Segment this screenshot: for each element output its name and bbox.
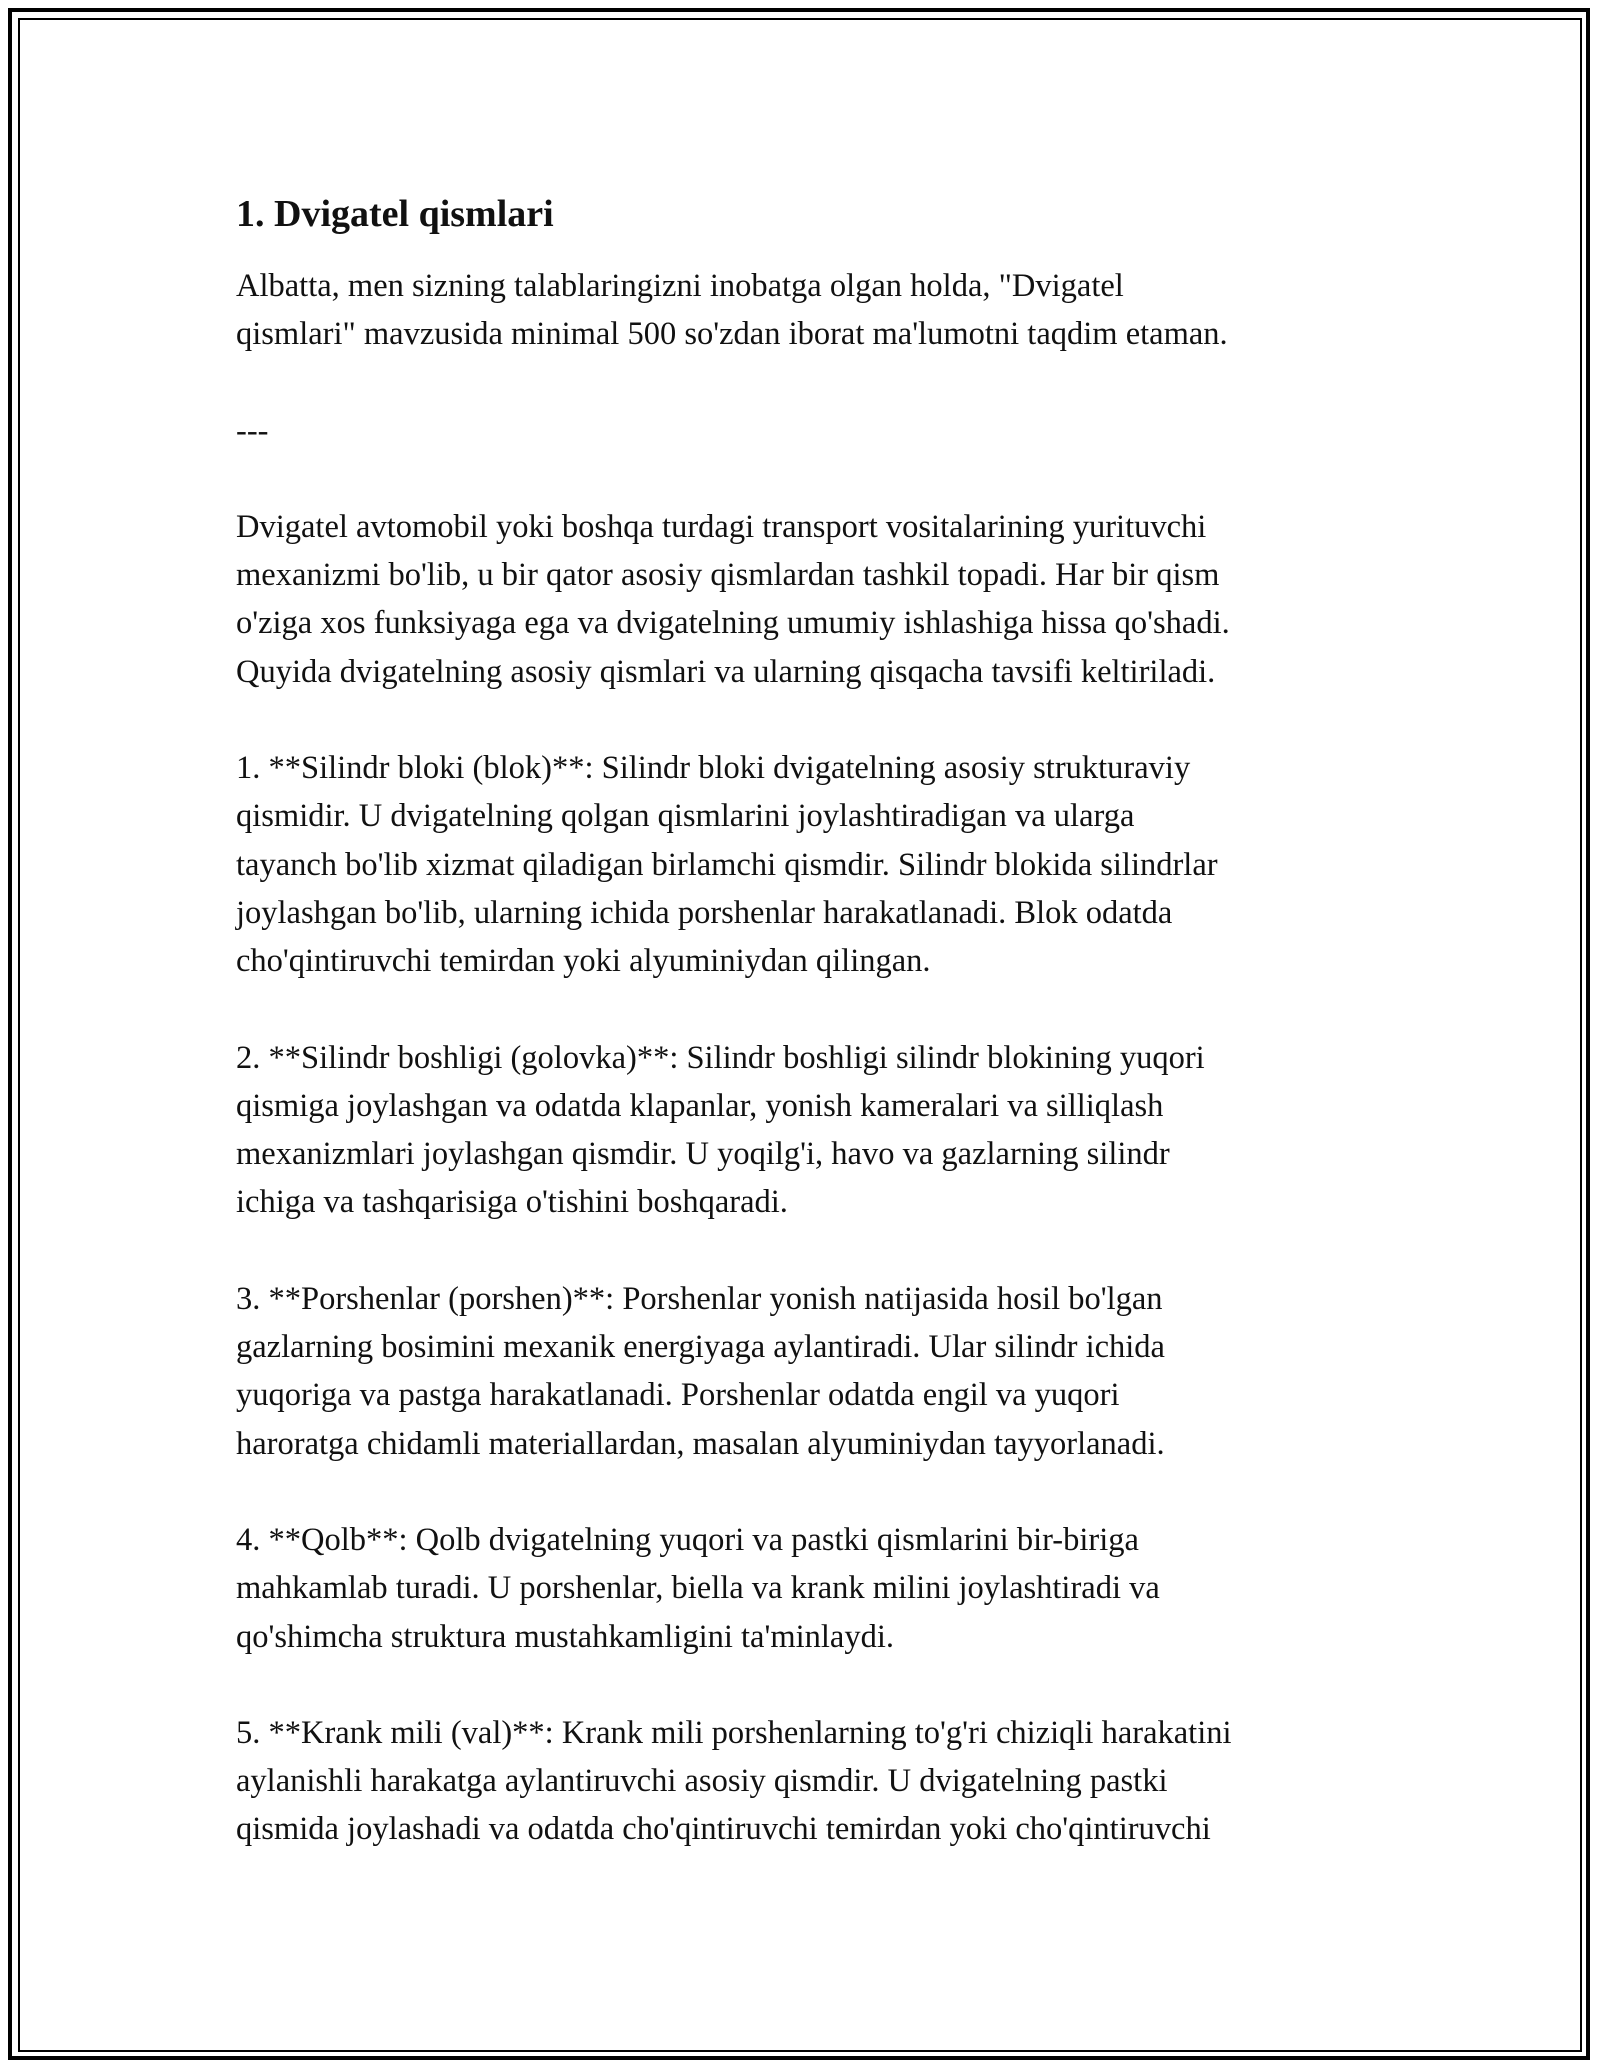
text-line: 4. **Qolb**: Qolb dvigatelning yuqori va pastki qismlarini bir-biriga [236,1521,1139,1558]
text-line: 3. **Porshenlar (porshen)**: Porshenlar yonish natijasida hosil bo'lgan [236,1280,1163,1317]
text-line: haroratga chidamli materiallardan, masalan alyuminiydan tayyorlanadi. [236,1425,1165,1462]
text-line: 2. **Silindr boshligi (golovka)**: Silindr boshligi silindr blokining yuqori [236,1039,1205,1076]
document-body [236,186,1366,1902]
text-line: 5. **Krank mili (val)**: Krank mili porshenlarning to'g'ri chiziqli harakatini [236,1714,1232,1751]
text-line: qismiga joylashgan va odatda klapanlar, yonish kameralari va silliqlash [236,1087,1164,1124]
text-line: qismida joylashadi va odatda cho'qintiruvchi temirdan yoki cho'qintiruvchi [236,1811,1211,1848]
text-line: yuqoriga va pastga harakatlanadi. Porshenlar odatda engil va yuqori [236,1377,1120,1414]
list-item-krank-mili [236,1709,1366,1854]
list-item-silindr-bloki [236,744,1366,985]
intro-paragraph [236,262,1366,359]
text-line: qismidir. U dvigatelning qolgan qismlarini joylashtiradigan va ularga [236,798,1135,835]
text-line: Dvigatel avtomobil yoki boshqa turdagi transport vositalarining yurituvchi [236,508,1207,545]
text-line: Albatta, men sizning talablaringizni inobatga olgan holda, "Dvigatel [236,268,1124,304]
separator-paragraph [236,407,1366,455]
text-line: joylashgan bo'lib, ularning ichida porshenlar harakatlanadi. Blok odatda [236,894,1173,931]
overview-paragraph [236,503,1366,696]
text-line: o'ziga xos funksiyaga ega va dvigatelning umumiy ishlashiga hissa qo'shadi. [236,605,1230,642]
text-line: Quyida dvigatelning asosiy qismlari va ularning qisqacha tavsifi keltiriladi. [236,653,1216,690]
text-line: mahkamlab turadi. U porshenlar, biella va krank milini joylashtiradi va [236,1570,1160,1607]
text-line: qismlari" mavzusida minimal 500 so'zdan iborat ma'lumotni taqdim etaman. [236,316,1228,353]
text-line: gazlarning bosimini mexanik energiyaga aylantiradi. Ular silindr ichida [236,1329,1165,1366]
text-line: mexanizmi bo'lib, u bir qator asosiy qismlardan tashkil topadi. Har bir qism [236,557,1220,594]
document-heading: 1. Dvigatel qismlari [236,193,554,235]
text-line: 1. **Silindr bloki (blok)**: Silindr bloki dvigatelning asosiy strukturaviy [236,750,1191,787]
list-item-porshenlar [236,1275,1366,1468]
text-line: qo'shimcha struktura mustahkamligini ta'minlaydi. [236,1618,894,1655]
text-line: cho'qintiruvchi temirdan yoki alyuminiydan qilingan. [236,943,931,980]
text-line: tayanch bo'lib xizmat qiladigan birlamchi qismdir. Silindr blokida silindrlar [236,846,1218,883]
text-line: ichiga va tashqarisiga o'tishini boshqaradi. [236,1184,788,1221]
text-line: mexanizmlari joylashgan qismdir. U yoqilg'i, havo va gazlarning silindr [236,1136,1170,1173]
text-line: aylanishli harakatga aylantiruvchi asosiy qismdir. U dvigatelning pastki [236,1763,1168,1800]
list-item-silindr-boshligi [236,1034,1366,1227]
list-item-qolb [236,1516,1366,1661]
separator-text: --- [236,412,269,449]
